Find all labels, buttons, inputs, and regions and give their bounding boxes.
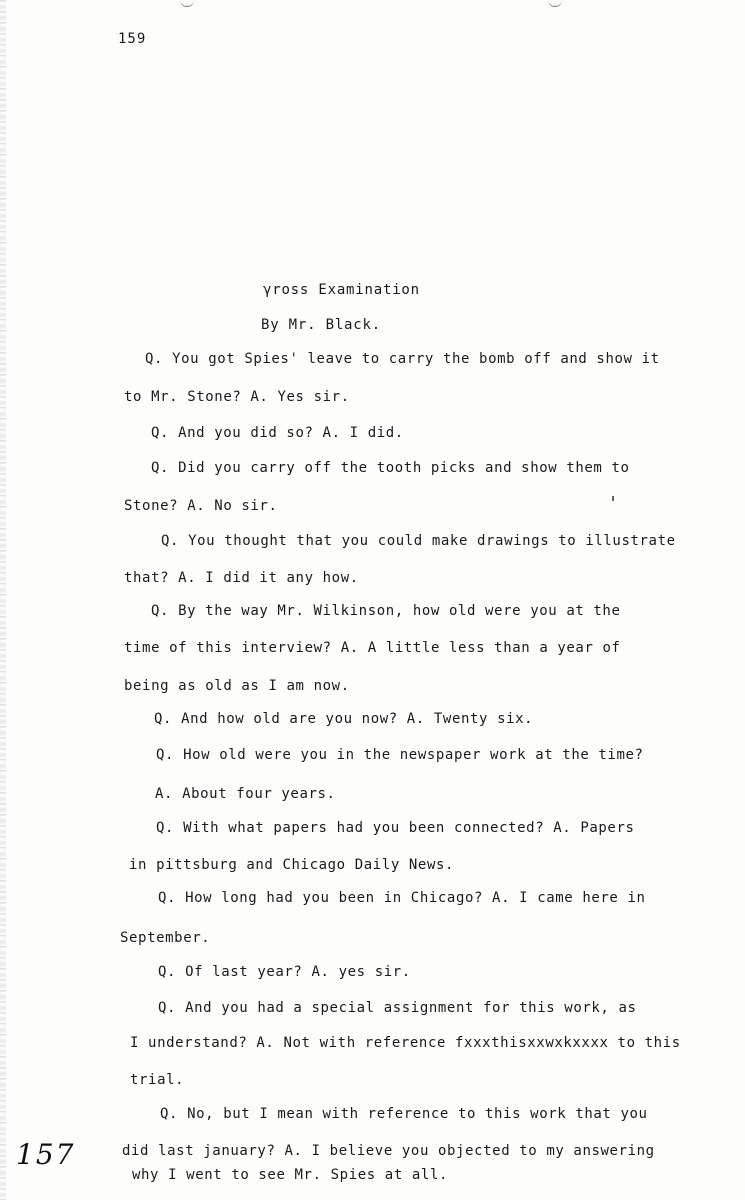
transcript-line: Q. How long had you been in Chicago? A. I came here in <box>158 890 646 906</box>
transcript-line: trial. <box>130 1072 185 1088</box>
transcript-line: Q. By the way Mr. Wilkinson, how old were you at the <box>151 603 621 619</box>
transcript-line: Q. Of last year? A. yes sir. <box>158 964 411 980</box>
transcript-line: Q. You got Spies' leave to carry the bomb off and show it <box>145 351 660 367</box>
page-number: 159 <box>118 31 147 47</box>
transcript-line: Q. No, but I mean with reference to this work that you <box>160 1106 648 1122</box>
transcript-line: time of this interview? A. A little less than a year of <box>124 640 621 656</box>
punch-mark-right <box>548 0 562 7</box>
handwritten-page-note: 157 <box>16 1138 76 1171</box>
transcript-line: that? A. I did it any how. <box>124 570 359 586</box>
transcript-line: September. <box>120 930 211 946</box>
transcript-line: Q. And you had a special assignment for this work, as <box>158 1000 637 1016</box>
transcript-line: in pittsburg and Chicago Daily News. <box>129 857 455 873</box>
transcript-line: did last january? A. I believe you objected to my answering <box>122 1143 655 1159</box>
transcript-line: Q. How old were you in the newspaper work at the time? <box>156 747 644 763</box>
page-left-edge <box>0 0 6 1200</box>
punch-mark-left <box>180 0 194 7</box>
transcript-line: why I went to see Mr. Spies at all. <box>132 1167 449 1183</box>
transcript-line: being as old as I am now. <box>124 678 350 694</box>
ink-speck <box>612 496 614 501</box>
transcript-line: Q. Did you carry off the tooth picks and show them to <box>151 460 630 476</box>
transcript-line: Q. And you did so? A. I did. <box>151 425 404 441</box>
transcript-line: Q. With what papers had you been connected? A. Papers <box>156 820 635 836</box>
transcript-line: Q. You thought that you could make drawings to illustrate <box>161 533 676 549</box>
transcript-line: A. About four years. <box>155 786 336 802</box>
transcript-line: to Mr. Stone? A. Yes sir. <box>124 389 350 405</box>
section-heading: γross Examination <box>263 282 420 298</box>
section-subheading: Βy Mr. Black. <box>261 317 381 333</box>
transcript-line: Q. And how old are you now? A. Twenty six. <box>154 711 534 727</box>
transcript-line: I understand? A. Not with reference fxxxthisxxwxkxxxx to this <box>130 1035 681 1051</box>
transcript-line: Stone? A. No sir. <box>124 498 278 514</box>
